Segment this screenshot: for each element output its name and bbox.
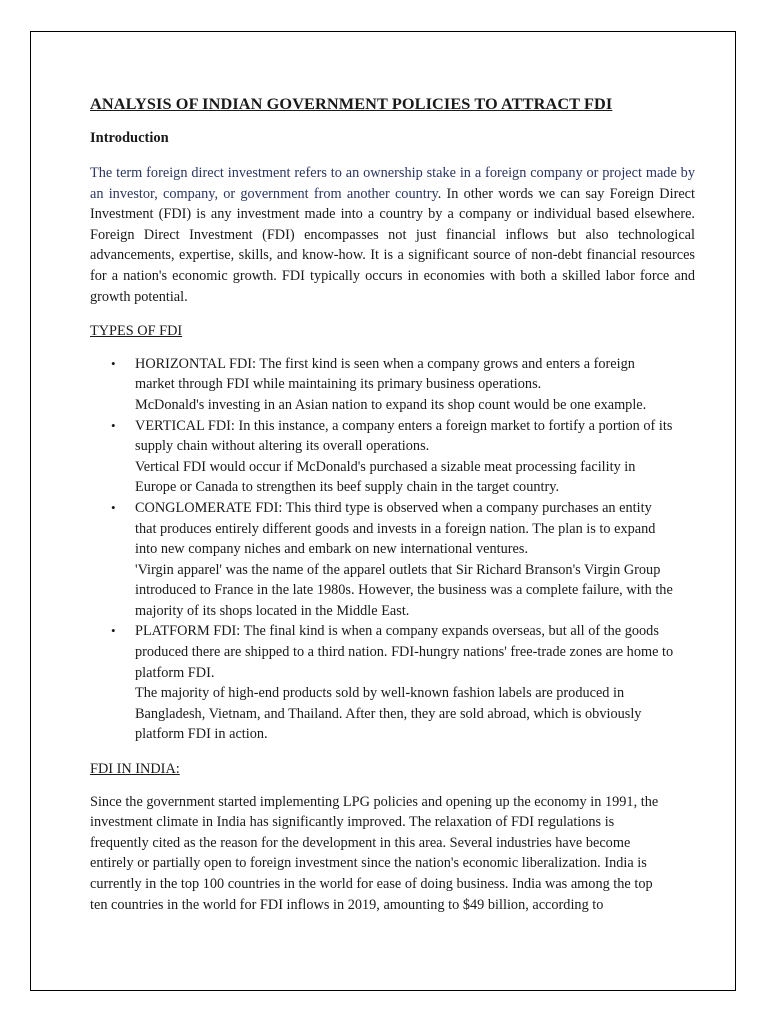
type-text: VERTICAL FDI: In this instance, a company enters a foreign market to fortify a portion of its supply chain without altering its overall operations. bbox=[135, 417, 673, 455]
bullet-icon: • bbox=[111, 417, 116, 433]
bullet-icon: • bbox=[111, 499, 116, 515]
type-example: McDonald's investing in an Asian nation to expand its shop count would be one example. bbox=[135, 396, 647, 413]
type-example: The majority of high-end products sold by well-known fashion labels are produced in Bangladesh, Vietnam, and Thailand. After then, they are sold abroad, which is obviously platform FDI in action. bbox=[135, 685, 642, 743]
document-title: ANALYSIS OF INDIAN GOVERNMENT POLICIES TO ATTRACT FDI bbox=[90, 94, 613, 113]
intro-part2: . In other words we can say Foreign Direct Investment (FDI) is any investment made into a country by a company or individual based elsewhere. Foreign Direct Investment (FDI) encompasses not just financial inflows but also technological advancements, expertise, skills, and know-how. It is a significant source of non-debt financial resources for a nation's economic growth. FDI typically occurs in economies with both a skilled labor force and growth potential. bbox=[90, 185, 695, 305]
type-text: CONGLOMERATE FDI: This third type is observed when a company purchases an entity that produces entirely different goods and invests in a foreign nation. The plan is to expand into new company niches and embark on new international ventures. bbox=[135, 499, 656, 558]
document-body bbox=[90, 93, 695, 915]
types-heading: TYPES OF FDI bbox=[90, 323, 183, 340]
type-text: HORIZONTAL FDI: The first kind is seen when a company grows and enters a foreign market through FDI while maintaining its primary business operations. bbox=[135, 355, 635, 393]
list-item bbox=[111, 498, 675, 622]
intro-paragraph bbox=[90, 163, 695, 307]
list-item bbox=[111, 354, 675, 416]
list-item bbox=[111, 416, 675, 498]
bullet-icon: • bbox=[111, 623, 116, 639]
type-text: PLATFORM FDI: The final kind is when a company expands overseas, but all of the goods produced there are shipped to a third nation. FDI-hungry nations' free-trade zones are home to platform FDI. bbox=[135, 623, 674, 681]
india-paragraph: Since the government started implementing LPG policies and opening up the economy in 1991, the investment climate in India has significantly improved. The relaxation of FDI regulations is frequently cited as the reason for the development in this area. Several industries have become entirely or partially open to foreign investment since the nation's economic liberalization. India is currently in the top 100 countries in the world for ease of doing business. India was among the top ten countries in the world for FDI inflows in 2019, amounting to $49 billion, according to bbox=[90, 793, 659, 913]
type-example: 'Virgin apparel' was the name of the apparel outlets that Sir Richard Branson's Virgin Group introduced to France in the late 1980s. However, the business was a complete failure, with the majority of its shops located in the Middle East. bbox=[135, 561, 673, 619]
intro-link-text: an ownership stake in a foreign company or project made by an investor, company, or government from another country bbox=[90, 165, 695, 202]
list-item bbox=[111, 621, 675, 745]
intro-part1: The term foreign direct investment refers to bbox=[90, 165, 346, 181]
intro-heading: Introduction bbox=[90, 130, 169, 146]
types-list bbox=[90, 354, 675, 745]
bullet-icon: • bbox=[111, 355, 116, 371]
india-heading: FDI IN INDIA: bbox=[90, 761, 180, 778]
type-example: Vertical FDI would occur if McDonald's purchased a sizable meat processing facility in Europe or Canada to strengthen its beef supply chain in the target country. bbox=[135, 458, 636, 496]
